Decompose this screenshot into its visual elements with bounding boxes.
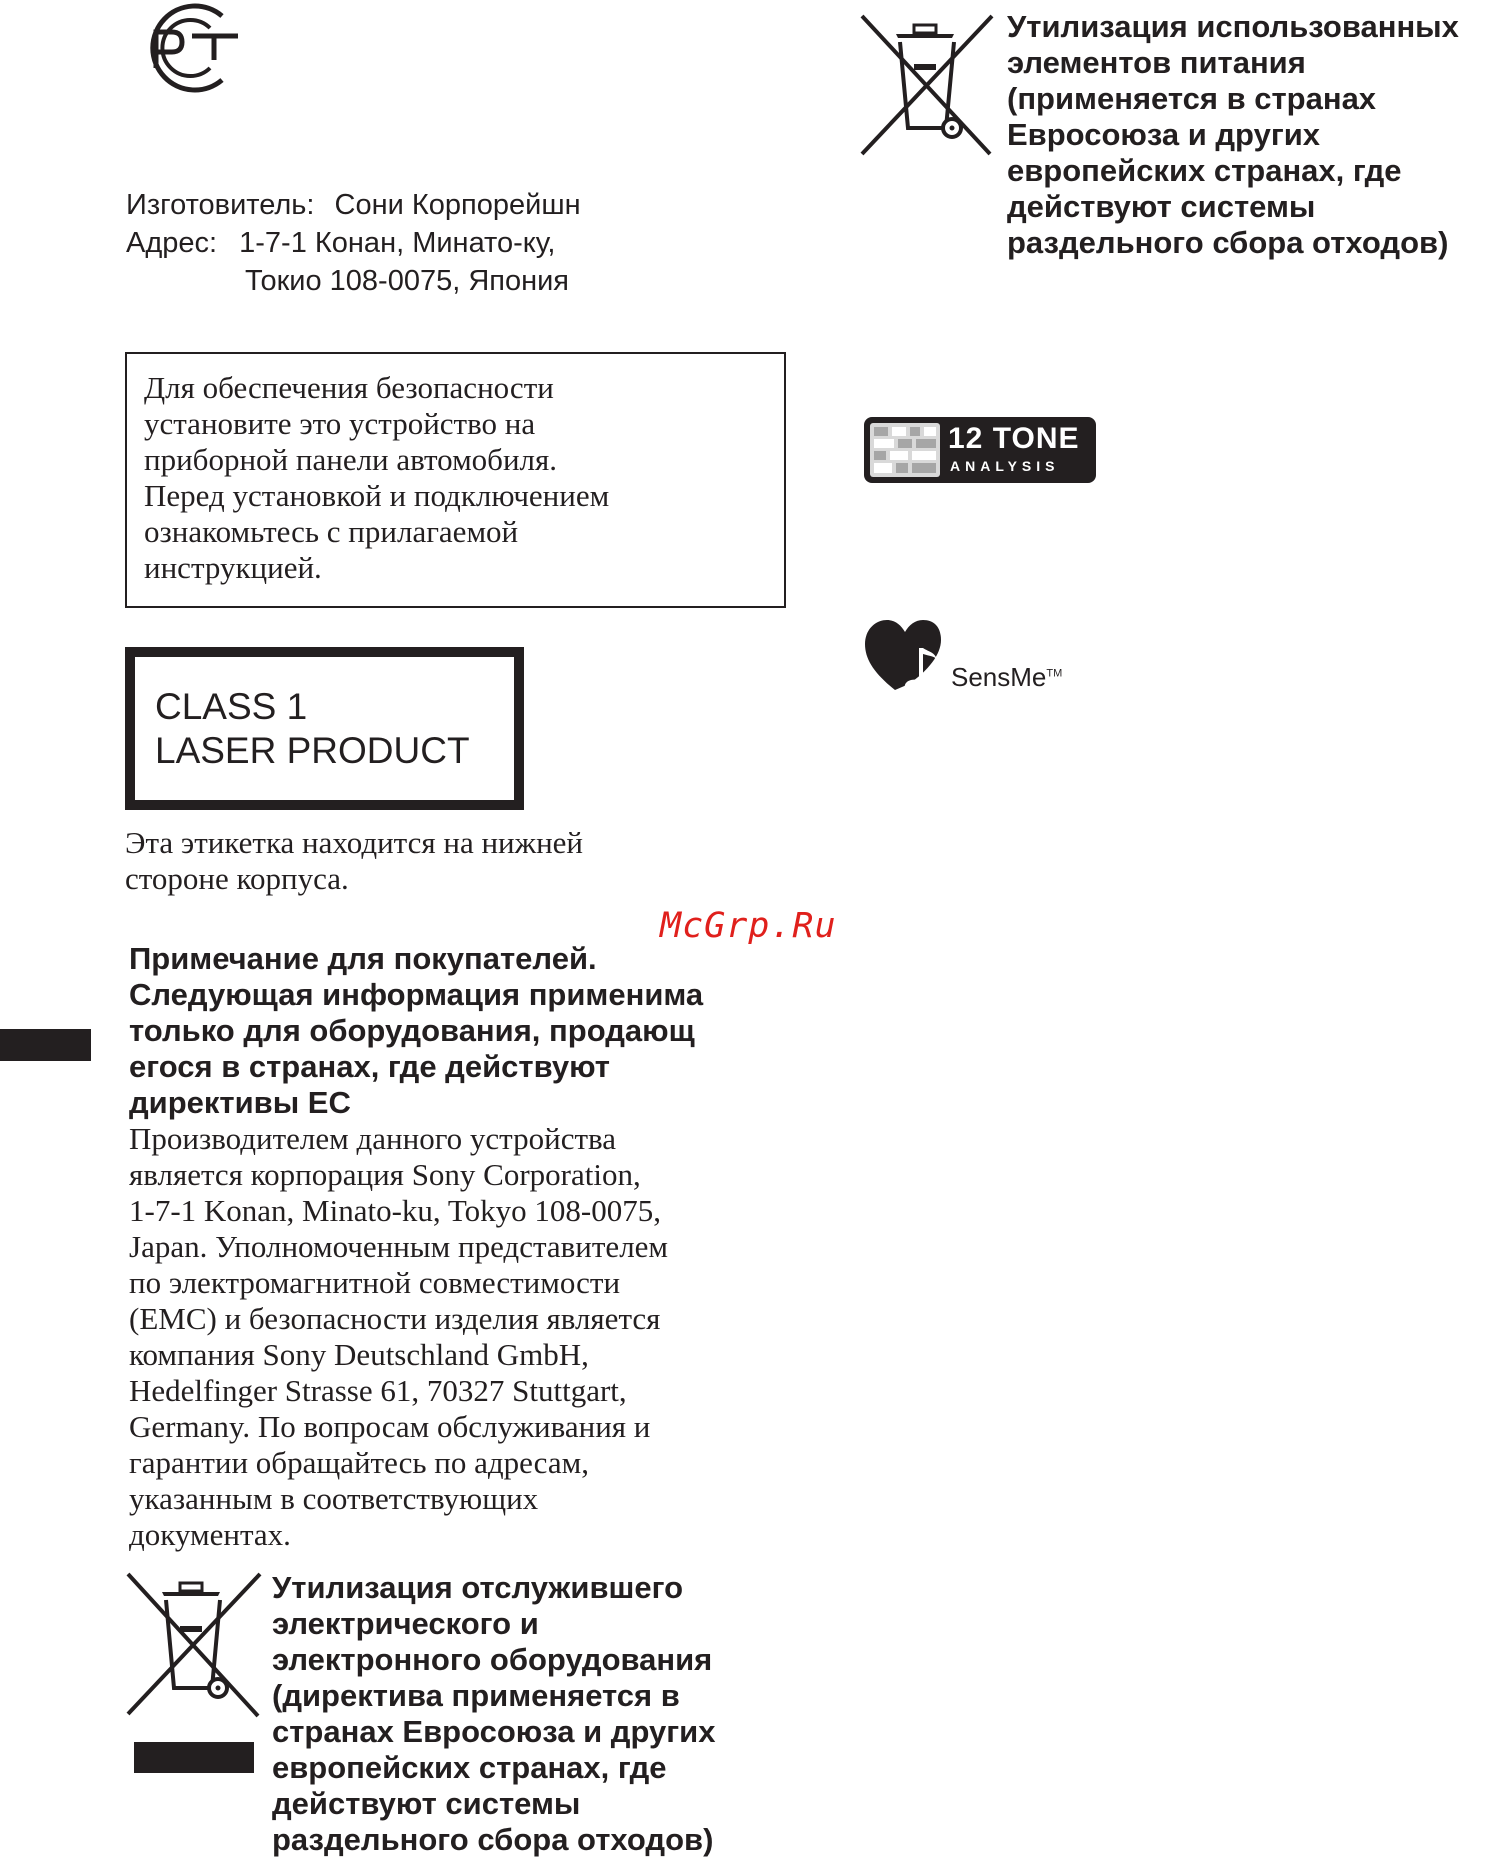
crossed-out-bin-icon <box>124 1570 266 1720</box>
12-tone-analysis-badge <box>864 417 1096 483</box>
ec-body-line: Производителем данного устройства <box>129 1121 616 1156</box>
battery-line: Евросоюза и других <box>1007 117 1321 152</box>
safety-line: установите это устройство на <box>144 406 536 441</box>
laser-product-text: LASER PRODUCT <box>155 730 470 771</box>
address-label: Адрес: <box>126 227 218 259</box>
safety-line: приборной панели автомобиля. <box>144 442 558 477</box>
ec-heading-line: егося в странах, где действуют <box>129 1049 610 1084</box>
safety-line: Для обеспечения безопасности <box>144 370 554 405</box>
weee-line: раздельного сбора отходов) <box>272 1822 714 1857</box>
laser-product-label <box>125 647 524 810</box>
weee-line: электрического и <box>272 1606 539 1641</box>
laser-class-text: CLASS 1 <box>155 686 308 727</box>
safety-line: ознакомьтесь с прилагаемой <box>144 514 519 549</box>
gost-certification-logo <box>126 2 246 94</box>
ec-body-line: компания Sony Deutschland GmbH, <box>129 1337 589 1372</box>
weee-line: действуют системы <box>272 1786 581 1821</box>
battery-line: европейских странах, где <box>1007 153 1402 188</box>
ec-notice-heading <box>129 941 703 1121</box>
ec-body-line: указанным в соответствующих <box>129 1481 539 1516</box>
ec-body-line: (EMC) и безопасности изделия является <box>129 1301 661 1336</box>
manufacturer-line <box>126 186 581 224</box>
weee-line: странах Евросоюза и других <box>272 1714 716 1749</box>
sensme-heart-note-icon <box>865 620 949 700</box>
watermark: McGrp.Ru <box>660 906 837 946</box>
safety-instruction-box <box>125 352 786 608</box>
ec-heading-line: только для оборудования, продающ <box>129 1013 695 1048</box>
weee-line: европейских странах, где <box>272 1750 667 1785</box>
ec-body-line: Germany. По вопросам обслуживания и <box>129 1409 651 1444</box>
ec-body-line: является корпорация Sony Corporation, <box>129 1157 641 1192</box>
sensme-wordmark <box>951 662 1062 693</box>
tone-badge-subtitle: ANALYSIS <box>950 458 1060 474</box>
manufacturer-label: Изготовитель: <box>126 189 315 221</box>
battery-notice <box>1007 9 1459 261</box>
ec-notice-body <box>129 1121 668 1553</box>
weee-line: электронного оборудования <box>272 1642 713 1677</box>
ec-body-line: 1-7-1 Konan, Minato-ku, Tokyo 108-0075, <box>129 1193 661 1228</box>
ec-heading-line: Примечание для покупателей. <box>129 941 597 976</box>
safety-line: инструкцией. <box>144 550 322 585</box>
weee-line: (директива применяется в <box>272 1678 680 1713</box>
battery-line: элементов питания <box>1007 45 1306 80</box>
weee-line: Утилизация отслужившего <box>272 1570 684 1605</box>
address-line-2: Токио 108-0075, Япония <box>245 265 570 297</box>
label-note-line: Эта этикетка находится на нижней <box>125 825 584 860</box>
tone-grid-icon <box>870 423 940 477</box>
ec-body-line: гарантии обращайтесь по адресам, <box>129 1445 589 1480</box>
address-line-1: 1-7-1 Конан, Минато-ку, <box>239 227 556 259</box>
ec-body-line: документах. <box>129 1517 291 1552</box>
tone-badge-title: 12 TONE <box>948 422 1080 455</box>
ec-body-line: по электромагнитной совместимости <box>129 1265 621 1300</box>
ec-heading-line: Следующая информация применима <box>129 977 704 1012</box>
ec-heading-line: директивы ЕС <box>129 1085 351 1120</box>
battery-line: Утилизация использованных <box>1007 9 1459 44</box>
battery-line: раздельного сбора отходов) <box>1007 225 1449 260</box>
weee-notice <box>272 1570 715 1858</box>
manufacturer-value: Сони Корпорейшн <box>334 189 581 221</box>
address-line <box>126 224 555 262</box>
crossed-out-battery-bin-icon <box>860 14 996 156</box>
battery-line: действуют системы <box>1007 189 1316 224</box>
bin-underline-bar <box>134 1742 254 1773</box>
battery-line: (применяется в странах <box>1007 81 1377 116</box>
ec-body-line: Japan. Уполномоченным представителем <box>129 1229 669 1264</box>
page-edge-tab <box>0 1029 91 1061</box>
sensme-name: SensMe <box>951 662 1047 692</box>
label-note-line: стороне корпуса. <box>125 861 349 896</box>
trademark-symbol: TM <box>1046 667 1063 680</box>
label-location-note <box>125 825 583 897</box>
safety-line: Перед установкой и подключением <box>144 478 610 513</box>
ec-body-line: Hedelfinger Strasse 61, 70327 Stuttgart, <box>129 1373 627 1408</box>
